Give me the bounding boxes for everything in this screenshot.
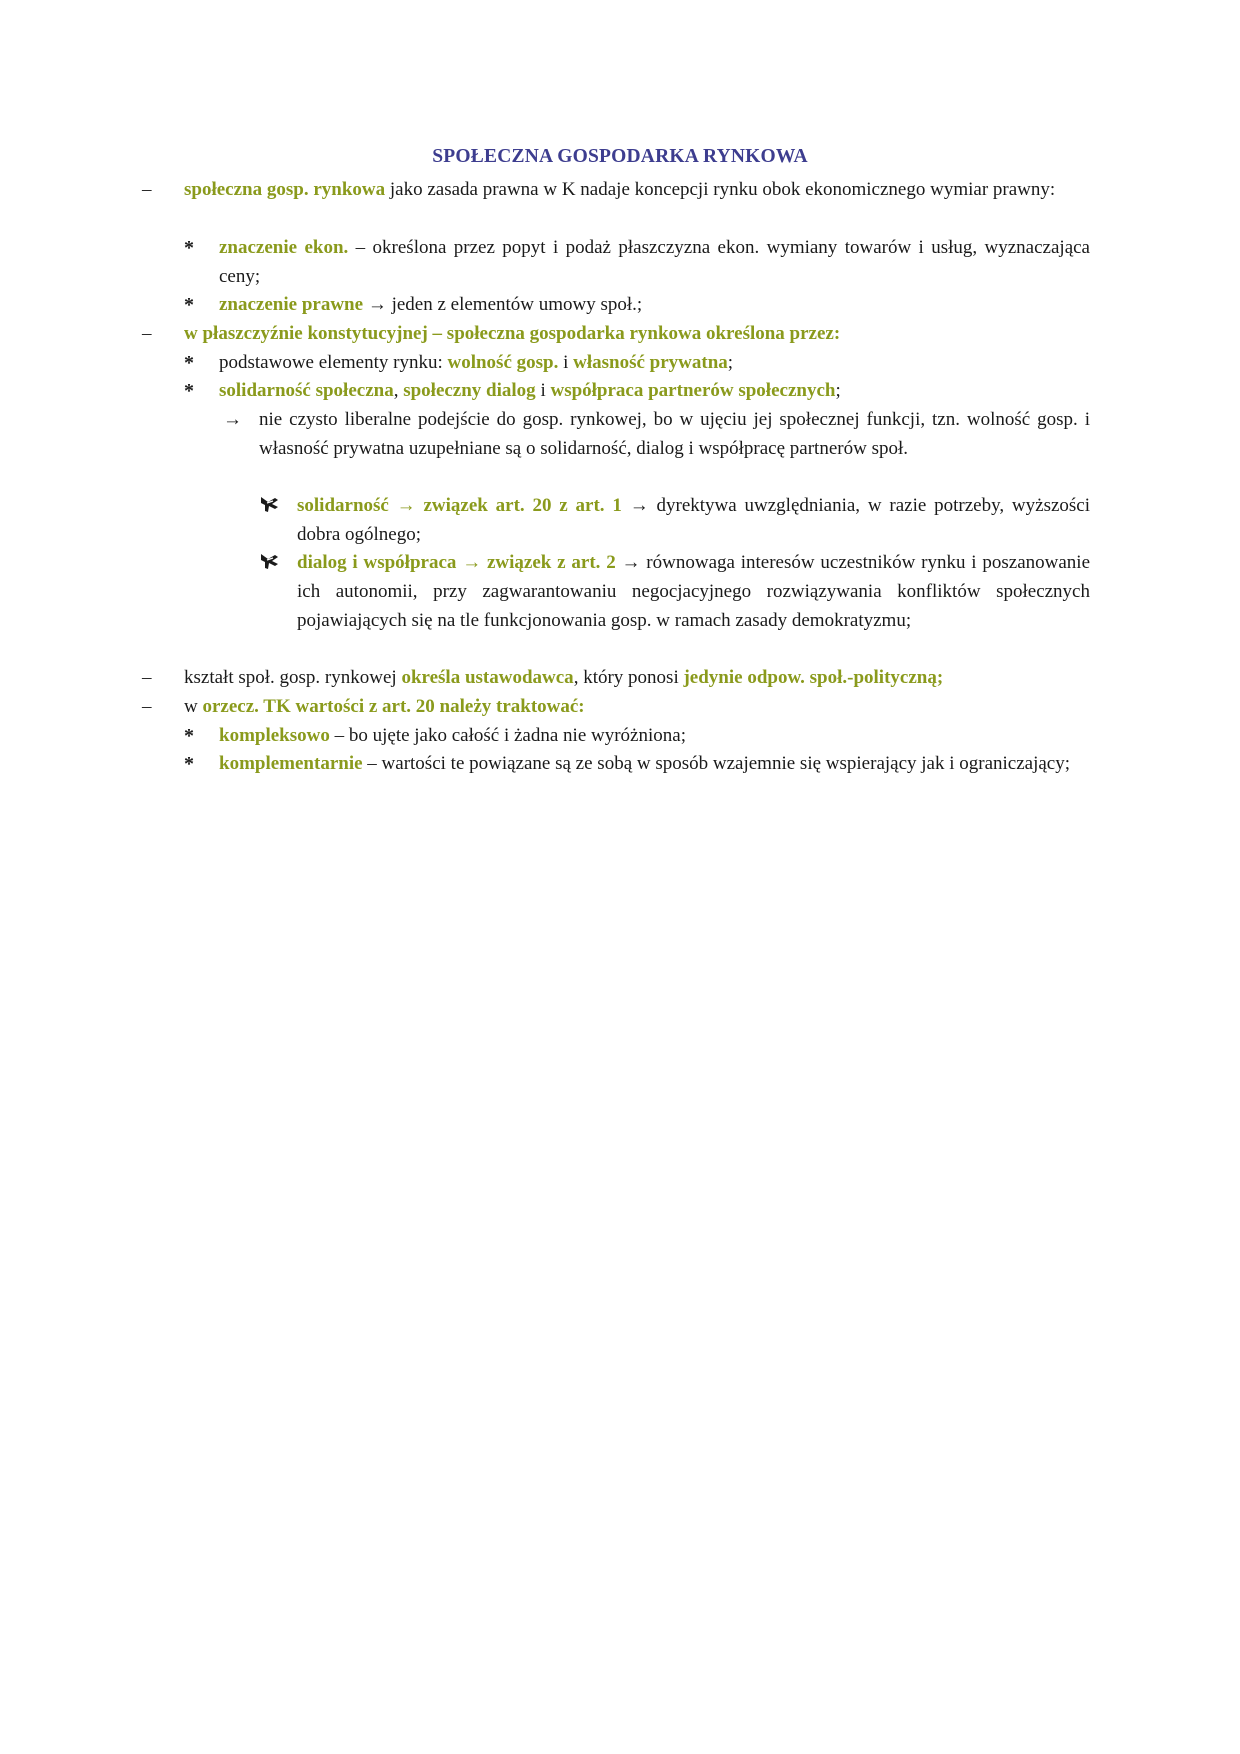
item-text xyxy=(297,492,1090,550)
list-item xyxy=(219,234,1090,292)
list-item xyxy=(297,549,1090,635)
body-text: w xyxy=(184,696,203,717)
list-item xyxy=(219,291,1090,320)
list-item xyxy=(259,406,1090,464)
list-item xyxy=(219,377,1090,406)
highlight-text: w płaszczyźnie konstytucyjnej – społeczna gospodarka rynkowa określona przez: xyxy=(184,323,841,344)
dash-bullet: – xyxy=(142,667,152,688)
body-text: kształt społ. gosp. rynkowej xyxy=(184,667,402,688)
item-text xyxy=(184,320,1090,349)
body-text: podstawowe elementy rynku: xyxy=(219,352,448,373)
list-item xyxy=(219,722,1090,751)
item-text xyxy=(219,722,1090,751)
item-text xyxy=(184,693,1090,722)
highlight-text: komplementarnie xyxy=(219,753,363,774)
body-text: i xyxy=(558,352,574,373)
highlight-text: znaczenie ekon. xyxy=(219,237,349,258)
highlight-text: solidarność → związek art. 20 z art. 1 xyxy=(297,495,622,516)
list-item xyxy=(297,492,1090,550)
dash-bullet: – xyxy=(142,696,152,717)
body-text: – wartości te powiązane są ze sobą w sposób wzajemnie się wspierający jak i ograniczający; xyxy=(362,753,1071,774)
list-item xyxy=(184,693,1090,722)
list-item xyxy=(219,750,1090,779)
document-title: SPOŁECZNA GOSPODARKA RYNKOWA xyxy=(432,146,808,167)
highlight-text: własność prywatna xyxy=(573,352,728,373)
body-text: – bo ujęte jako całość i żadna nie wyróżniona; xyxy=(329,725,686,746)
item-text xyxy=(184,664,1090,693)
body-text: , xyxy=(393,380,404,401)
item-text xyxy=(219,377,1090,406)
item-text xyxy=(219,750,1090,779)
highlight-text: współpraca partnerów społecznych xyxy=(550,380,836,401)
item-text xyxy=(219,234,1090,292)
list-item xyxy=(184,176,1090,205)
highlight-text: dialog i współpraca → związek z art. 2 xyxy=(297,552,616,573)
item-text xyxy=(297,549,1090,635)
highlight-text: jedynie odpow. społ.-polityczną; xyxy=(683,667,944,688)
star-bullet: * xyxy=(184,352,194,374)
star-bullet: * xyxy=(184,237,194,259)
body-text: , który ponosi xyxy=(573,667,684,688)
body-text: → równowaga interesów uczestników rynku i poszanowanie ich autonomii, przy zagwarantowaniu negocjacyjnego rozwiązywania konfliktów społecznych pojawiających się na tle funkcjonowania gosp. w ramach zasady demokratyzmu; xyxy=(297,552,1090,631)
body-text: i xyxy=(535,380,551,401)
highlight-text: społeczny dialog xyxy=(403,380,536,401)
pointing-hand-icon xyxy=(259,549,281,578)
body-text: – określona przez popyt i podaż płaszczyzna ekon. wymiany towarów i usług, wyznaczająca ceny; xyxy=(219,237,1090,287)
body-text: → jeden z elementów umowy społ.; xyxy=(363,294,643,315)
pointing-hand-icon xyxy=(259,492,281,521)
highlight-text: kompleksowo xyxy=(219,725,330,746)
list-item xyxy=(219,349,1090,378)
arrow-bullet: → xyxy=(223,409,242,430)
body-text: ; xyxy=(727,352,734,373)
dash-bullet: – xyxy=(142,323,152,344)
body-text: nie czysto liberalne podejście do gosp. rynkowej, bo w ujęciu jej społecznej funkcji, tzn. wolność gosp. i własność prywatna uzupełniane są o solidarność, dialog i współpracę partnerów społ. xyxy=(259,409,1090,459)
highlight-text: orzecz. TK wartości z art. 20 należy traktować: xyxy=(202,696,585,717)
body-text: jako zasada prawna w K nadaje koncepcji rynku obok ekonomicznego wymiar prawny: xyxy=(385,179,1056,200)
item-text xyxy=(184,176,1090,205)
highlight-text: solidarność społeczna xyxy=(219,380,394,401)
star-bullet: * xyxy=(184,725,194,747)
highlight-text: społeczna gosp. rynkowa xyxy=(184,179,386,200)
body-text: → dyrektywa uwzględniania, w razie potrzeby, wyższości dobra ogólnego; xyxy=(297,495,1091,545)
highlight-text: wolność gosp. xyxy=(447,352,559,373)
list-item xyxy=(184,664,1090,693)
list-item xyxy=(184,320,1090,349)
highlight-text: określa ustawodawca xyxy=(401,667,574,688)
dash-bullet: – xyxy=(142,179,152,200)
star-bullet: * xyxy=(184,380,194,402)
item-text xyxy=(259,406,1090,464)
star-bullet: * xyxy=(184,294,194,316)
item-text xyxy=(219,349,1090,378)
body-text: ; xyxy=(835,380,841,401)
star-bullet: * xyxy=(184,753,194,775)
item-text xyxy=(219,291,1090,320)
highlight-text: znaczenie prawne xyxy=(219,294,364,315)
